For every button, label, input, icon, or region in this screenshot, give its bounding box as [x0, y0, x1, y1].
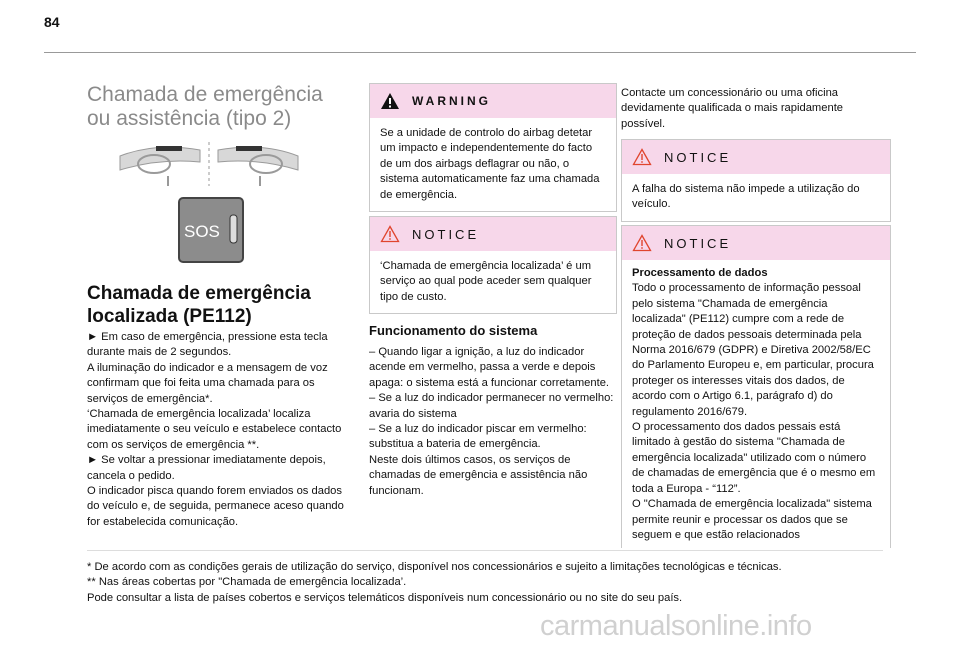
paragraph: O "Chamada de emergência localizada" sistema permite reunir e processar os dados que se seguem e que estão relacionados: [632, 498, 872, 541]
section-title-line-1: Chamada de emergência: [87, 83, 323, 106]
heading-pe112: [87, 282, 357, 328]
body-col1: [87, 330, 357, 530]
warning-box-header: [370, 84, 616, 118]
body-col3: [621, 86, 889, 132]
body-col2: [369, 345, 619, 499]
notice-box-3-header: [622, 226, 890, 260]
paragraph: A iluminação do indicador e a mensagem de voz confirmam que foi feita uma chamada para os serviços de emergência*.: [87, 361, 328, 405]
heading-operation: Funcionamento do sistema: [369, 323, 538, 338]
sos-label: SOS: [184, 222, 220, 241]
notice-box-3: [621, 225, 891, 548]
notice-box-2-header: [622, 140, 890, 174]
paragraph: – Se a luz do indicador piscar em vermelho: substitua a bateria de emergência.: [369, 423, 587, 451]
notice-box-2: [621, 139, 891, 222]
warning-box: [369, 83, 617, 212]
notice-title: NOTICE: [664, 235, 732, 251]
heading-pe112-line-1: Chamada de emergência: [87, 283, 311, 304]
paragraph: ► Em caso de emergência, pressione esta tecla durante mais de 2 segundos.: [87, 331, 328, 359]
section-title: [87, 83, 357, 131]
notice-title: NOTICE: [664, 149, 732, 165]
heading-pe112-line-2: localizada (PE112): [87, 306, 252, 327]
footnote-rule: [87, 550, 883, 551]
warning-text: Se a unidade de controlo do airbag detetar um impacto e independentemente do facto de um dos airbags deflagrar ou não, o sistema automaticamente faz uma chamada de emergência.: [380, 127, 600, 201]
notice-icon: [380, 225, 400, 243]
notice-title: NOTICE: [412, 226, 480, 242]
page-number: 84: [44, 14, 60, 30]
paragraph: Neste dois últimos casos, os serviços de chamadas de emergência e assistência não funcionam.: [369, 453, 588, 497]
footnote: Pode consultar a lista de países cobertos e serviços telemáticos disponíveis num concessionário ou no site do seu país.: [87, 591, 683, 604]
notice-subtitle: Processamento de dados: [632, 267, 768, 279]
paragraph: Contacte um concessionário ou uma oficina devidamente qualificada o mais rapidamente possível.: [621, 87, 844, 130]
notice-icon: [632, 148, 652, 166]
paragraph: ► Se voltar a pressionar imediatamente depois, cancela o pedido.: [87, 454, 326, 482]
notice-box-1: [369, 216, 617, 314]
header-rule: [44, 52, 916, 53]
warning-title: WARNING: [412, 94, 491, 108]
paragraph: Todo o processamento de informação pessoal pelo sistema "Chamada de emergência localizada" (PE112) cumpre com a rede de proteção de dados pessoais determinada pela Norma 2016/679 (GDPR) e Diretiva 2002/58/EC do Parlamento Europeu e, em particular, procura proteger os interesses vitais dos dados, de acordo com o Artigo 6.1, parágrafo d) do regulamento 2016/679.: [632, 282, 874, 418]
footnote: * De acordo com as condições gerais de utilização do serviço, disponível nos concessionários e sujeito a limitações tecnológicas e técnicas.: [87, 561, 782, 573]
dashboard-illustration: [116, 140, 302, 188]
paragraph: O indicador pisca quando forem enviados os dados do veículo e, de seguida, permanece aceso quando for estabelecida comunicação.: [87, 485, 344, 528]
notice-text: ‘Chamada de emergência localizada’ é um serviço ao qual pode aceder sem qualquer tipo de custo.: [380, 260, 592, 303]
paragraph: O processamento dos dados pessais está limitado à gestão do sistema "Chamada de emergência localizada" utilizado com o número de chamadas de emergência que é o mesmo em toda a Europa - “112”.: [632, 421, 876, 495]
paragraph: ‘Chamada de emergência localizada’ localiza imediatamente o seu veículo e estabelece contacto com os serviços de emergência **.: [87, 408, 342, 451]
paragraph: – Se a luz do indicador permanecer no vermelho: avaria do sistema: [369, 392, 614, 420]
notice-text: A falha do sistema não impede a utilização do veículo.: [632, 183, 860, 211]
warning-icon: [380, 92, 400, 110]
footnotes: [87, 560, 907, 606]
sos-button-image: [178, 197, 244, 263]
paragraph: – Quando ligar a ignição, a luz do indicador acende em vermelho, passa a verde e depois apaga: o sistema está a funcionar corretamente.: [369, 346, 610, 389]
notice-icon: [632, 234, 652, 252]
footnote: ** Nas áreas cobertas por "Chamada de emergência localizada’.: [87, 576, 407, 589]
notice-box-1-header: [370, 217, 616, 251]
watermark: carmanualsonline.info: [540, 610, 812, 642]
section-title-line-2: ou assistência (tipo 2): [87, 107, 292, 130]
